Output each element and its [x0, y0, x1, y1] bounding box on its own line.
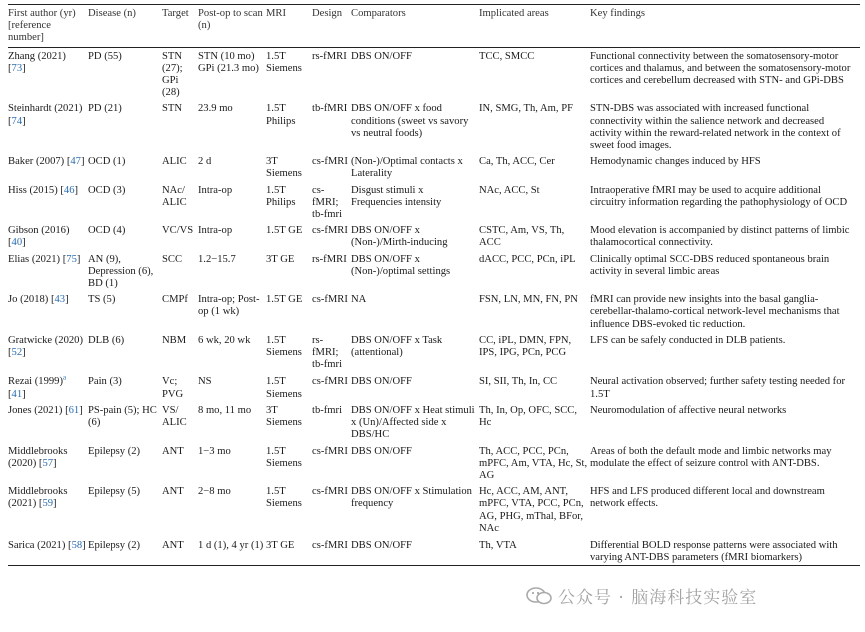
cell-author: Rezai (1999)$^a$ [41] [8, 373, 67, 400]
cell-areas: TCC, SMCC [479, 50, 535, 62]
cell-design: cs-fMRI [312, 539, 348, 551]
cell-author: Elias (2021) [75] [8, 253, 81, 265]
cell-postop: 2 d [198, 156, 212, 168]
cell-findings: Functional connectivity between the somatosensory-motor cortices and thalamus, and between the somatosensory-motor cortices and cerebellum decreased with STN- and GPi-DBS [590, 50, 851, 87]
reference-link[interactable]: 40 [11, 237, 23, 249]
table-row [8, 182, 860, 223]
cell-disease: Epilepsy (2) [88, 539, 141, 551]
author-name: Middlebrooks (2021) [8, 486, 68, 510]
reference-link[interactable]: 57 [42, 457, 54, 469]
cell-target: NAc/ ALIC [162, 184, 187, 208]
reference-link[interactable]: 52 [11, 347, 23, 359]
cell-areas: Th, In, Op, OFC, SCC, Hc [479, 404, 578, 429]
author-name: Elias (2021) [8, 253, 61, 265]
cell-findings: Clinically optimal SCC-DBS reduced spontaneous brain activity in several limbic areas [590, 253, 830, 277]
author-name: Jones (2021) [8, 404, 63, 416]
cell-postop: 1.2−15.7 [198, 253, 236, 265]
cell-target: SCC [162, 253, 183, 265]
cell-design: rs-fMRI; tb-fmri [312, 334, 343, 371]
cell-disease: PD (55) [88, 50, 122, 62]
cell-author: Gibson (2016) [40] [8, 225, 70, 249]
cell-areas: CC, iPL, DMN, FPN, IPS, IPG, PCn, PCG [479, 334, 572, 359]
cell-design: tb-fmri [312, 404, 343, 416]
cell-mri: 1.5T Philips [266, 184, 296, 208]
cell-author: Sarica (2021) [58] [8, 539, 86, 551]
cell-findings: HFS and LFS produced different local and downstream network effects. [590, 486, 825, 510]
cell-areas: Th, VTA [479, 539, 517, 551]
cell-disease: Pain (3) [88, 376, 122, 388]
reference-link[interactable]: 46 [63, 184, 75, 196]
cell-mri: 3T Siemens [266, 404, 302, 429]
cell-areas: IN, SMG, Th, Am, PF [479, 103, 573, 115]
cell-comparators: DBS ON/OFF x Stimulation frequency [351, 486, 472, 510]
reference-link[interactable]: 43 [54, 294, 66, 306]
reference-link[interactable]: 75 [66, 253, 77, 265]
cell-design: tb-fMRI [312, 103, 348, 115]
cell-areas: NAc, ACC, St [479, 184, 540, 196]
table-row [8, 251, 860, 292]
footnote-marker: a [63, 373, 67, 382]
header-target: Target [162, 8, 189, 19]
author-name: Gratwicke (2020) [8, 334, 84, 346]
cell-findings: Hemodynamic changes induced by HFS [590, 156, 761, 168]
cell-disease: PD (21) [88, 103, 122, 115]
table-row [8, 153, 860, 181]
cell-areas: CSTC, Am, VS, Th, ACC [479, 225, 565, 249]
author-name: Hiss (2015) [8, 184, 58, 196]
watermark [526, 583, 757, 608]
header-author: First author (yr) [reference number] [8, 8, 76, 44]
cell-findings: Intraoperative fMRI may be used to acquire additional circuitry information regarding the pathophysiology of OCD [590, 184, 848, 208]
bottom-rule [8, 565, 860, 566]
table-row [8, 373, 860, 401]
cell-author: Hiss (2015) [46] [8, 184, 79, 196]
header-findings: Key findings [590, 8, 646, 19]
cell-areas: dACC, PCC, PCn, iPL [479, 253, 576, 265]
cell-author: Steinhardt (2021) [74] [8, 103, 83, 127]
cell-target: NBM [162, 334, 187, 346]
cell-target: ALIC [162, 156, 187, 168]
cell-findings: STN-DBS was associated with increased functional connectivity within the salience network and decreased activity within the reward-related network in the context of sweet food images. [590, 103, 841, 152]
cell-target: VC/VS [162, 225, 194, 237]
reference-link[interactable]: 73 [11, 62, 23, 74]
reference-link[interactable]: 47 [70, 156, 81, 168]
table-row [8, 222, 860, 250]
cell-comparators: Disgust stimuli x Frequencies intensity [351, 184, 442, 208]
cell-findings: Neuromodulation of affective neural networks [590, 404, 787, 416]
cell-comparators: DBS ON/OFF [351, 376, 412, 388]
cell-comparators: DBS ON/OFF x Task (attentional) [351, 334, 443, 359]
cell-areas: Hc, ACC, AM, ANT, mPFC, VTA, PCC, PCn, AG, PHG, mThal, BFor, NAc [479, 486, 584, 534]
cell-comparators: DBS ON/OFF x (Non-)/optimal settings [351, 253, 451, 277]
cell-target: VS/ ALIC [162, 404, 187, 429]
header-comparators: Comparators [351, 8, 406, 19]
reference-link[interactable]: 58 [71, 539, 83, 551]
table-row [8, 483, 860, 537]
reference-link[interactable]: 41 [11, 388, 23, 400]
cell-mri: 3T GE [266, 539, 295, 551]
author-name: Rezai (1999) [8, 376, 64, 388]
cell-findings: Areas of both the default mode and limbic networks may modulate the effect of seizure control with ANT-DBS. [590, 445, 832, 469]
cell-design: cs-fMRI; tb-fmri [312, 184, 343, 221]
cell-comparators: (Non-)/Optimal contacts x Laterality [351, 156, 463, 180]
cell-mri: 1.5T GE [266, 294, 303, 306]
cell-author: Zhang (2021) [73] [8, 50, 66, 74]
cell-target: STN (27); GPi (28) [162, 50, 183, 99]
cell-author: Baker (2007) [47] [8, 156, 85, 168]
cell-disease: DLB (6) [88, 334, 125, 346]
cell-findings: Differential BOLD response patterns were associated with varying ANT-DBS parameters (fMRI biomarkers) [590, 539, 838, 564]
cell-target: STN [162, 103, 183, 115]
table-row [8, 332, 860, 374]
header-mri: MRI [266, 8, 287, 19]
header-disease: Disease (n) [88, 8, 136, 19]
table-row [8, 402, 860, 443]
cell-comparators: NA [351, 294, 367, 306]
author-name: Gibson (2016) [8, 225, 70, 237]
table-body [8, 48, 860, 566]
cell-disease: PS-pain (5); HC (6) [88, 404, 157, 429]
cell-target: ANT [162, 539, 184, 551]
cell-target: ANT [162, 486, 184, 498]
cell-postop: 6 wk, 20 wk [198, 334, 251, 346]
author-name: Baker (2007) [8, 156, 65, 168]
cell-disease: OCD (3) [88, 184, 126, 196]
cell-findings: LFS can be safely conducted in DLB patients. [590, 334, 786, 346]
author-name: Middlebrooks (2020) [8, 445, 68, 469]
cell-disease: TS (5) [88, 294, 116, 306]
header-design: Design [312, 8, 343, 19]
watermark-text: 公众号 · 脑海科技实验室 [558, 588, 758, 608]
cell-author: Gratwicke (2020) [52] [8, 334, 84, 359]
cell-postop: Intra-op [198, 184, 233, 196]
header-postop: Post-op to scan (n) [198, 8, 263, 32]
cell-areas: SI, SII, Th, In, CC [479, 376, 558, 388]
cell-mri: 1.5T Siemens [266, 334, 302, 359]
reference-link[interactable]: 61 [68, 404, 80, 416]
table-row [8, 537, 860, 565]
reference-link[interactable]: 59 [42, 498, 54, 510]
cell-postop: 2−8 mo [198, 486, 231, 498]
cell-mri: 1.5T Siemens [266, 50, 302, 74]
cell-postop: 1−3 mo [198, 445, 231, 457]
cell-design: cs-fMRI [312, 225, 348, 237]
cell-comparators: DBS ON/OFF x food conditions (sweet vs savory vs neutral foods) [351, 103, 469, 139]
cell-disease: AN (9), Depression (6), BD (1) [88, 253, 154, 290]
cell-target: ANT [162, 445, 184, 457]
table-row [8, 291, 860, 332]
cell-design: cs-fMRI [312, 445, 348, 457]
cell-postop: Intra-op; Post-op (1 wk) [198, 294, 260, 318]
author-name: Steinhardt (2021) [8, 103, 83, 115]
table-header [8, 5, 860, 47]
cell-areas: Ca, Th, ACC, Cer [479, 156, 555, 168]
cell-areas: Th, ACC, PCC, PCn, mPFC, Am, VTA, Hc, St, AG [479, 445, 588, 481]
cell-target: Vc; PVG [162, 376, 184, 400]
cell-comparators: DBS ON/OFF [351, 50, 412, 62]
cell-postop: 1 d (1), 4 yr (1) [198, 539, 264, 551]
author-name: Zhang (2021) [8, 50, 66, 62]
cell-comparators: DBS ON/OFF [351, 445, 412, 457]
table-row [8, 100, 860, 153]
cell-postop: STN (10 mo) GPi (21.3 mo) [198, 50, 259, 74]
cell-postop: NS [198, 376, 212, 388]
cell-mri: 1.5T Siemens [266, 486, 302, 510]
cell-author: Middlebrooks (2021) [59] [8, 486, 68, 510]
author-name: Sarica (2021) [8, 539, 66, 551]
cell-author: Jones (2021) [61] [8, 404, 83, 416]
cell-design: cs-fMRI [312, 376, 348, 388]
cell-author: Jo (2018) [43] [8, 294, 69, 306]
cell-comparators: DBS ON/OFF [351, 539, 412, 551]
cell-postop: 23.9 mo [198, 103, 233, 115]
cell-design: rs-fMRI [312, 253, 347, 265]
cell-target: CMPf [162, 294, 188, 306]
author-name: Jo (2018) [8, 294, 49, 306]
cell-comparators: DBS ON/OFF x (Non-)/Mirth-inducing [351, 225, 448, 249]
cell-findings: fMRI can provide new insights into the basal ganglia-cerebellar-thalamo-cortical network-level mechanisms that influence DBS-evoked tic reduction. [590, 294, 840, 330]
wechat-logo-icon [526, 587, 552, 605]
cell-mri: 1.5T GE [266, 225, 303, 237]
reference-link[interactable]: 74 [11, 115, 23, 127]
header-areas: Implicated areas [479, 8, 549, 19]
cell-findings: Neural activation observed; further safety testing needed for 1.5T [590, 376, 846, 400]
table-row [8, 48, 860, 101]
cell-author: Middlebrooks (2020) [57] [8, 445, 68, 469]
cell-mri: 1.5T Philips [266, 103, 296, 127]
cell-design: cs-fMRI [312, 156, 348, 168]
cell-mri: 3T Siemens [266, 156, 302, 180]
cell-comparators: DBS ON/OFF x Heat stimuli x (Un)/Affected side x DBS/HC [351, 404, 475, 441]
data-table [8, 4, 860, 566]
cell-mri: 3T GE [266, 253, 295, 265]
cell-mri: 1.5T Siemens [266, 376, 302, 400]
cell-disease: Epilepsy (5) [88, 486, 141, 498]
cell-postop: 8 mo, 11 mo [198, 404, 252, 416]
cell-findings: Mood elevation is accompanied by distinct patterns of limbic thalamocortical connectivity. [590, 225, 850, 249]
cell-areas: FSN, LN, MN, FN, PN [479, 294, 578, 306]
cell-design: cs-fMRI [312, 294, 348, 306]
cell-disease: OCD (1) [88, 156, 126, 168]
cell-postop: Intra-op [198, 225, 233, 237]
table-row [8, 443, 860, 484]
cell-design: rs-fMRI [312, 50, 347, 62]
cell-design: cs-fMRI [312, 486, 348, 498]
cell-mri: 1.5T Siemens [266, 445, 302, 469]
cell-disease: OCD (4) [88, 225, 126, 237]
cell-disease: Epilepsy (2) [88, 445, 141, 457]
